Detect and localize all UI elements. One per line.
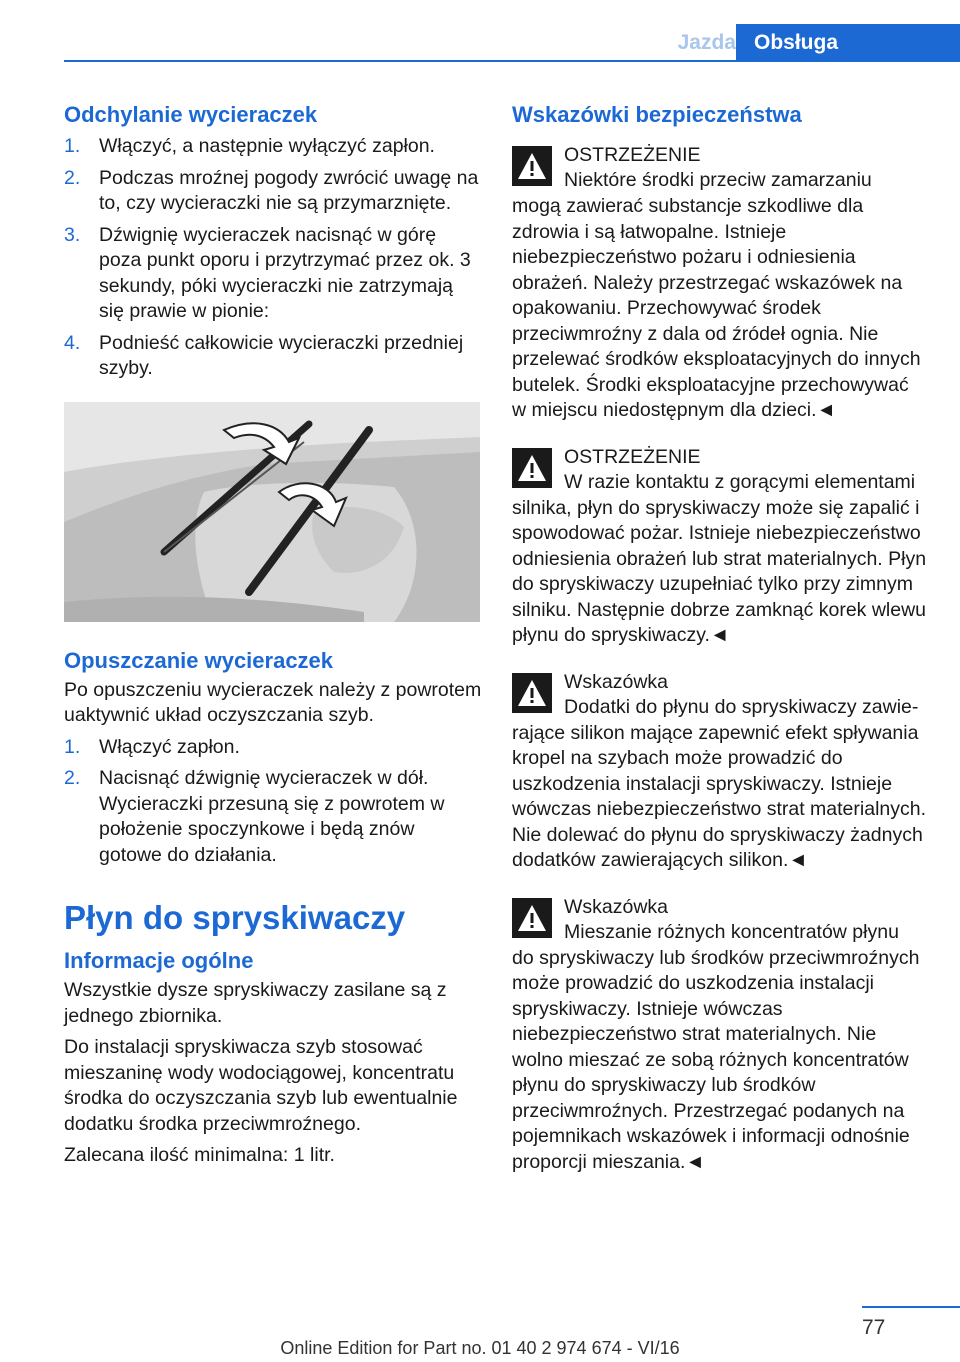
edition-footer: Online Edition for Part no. 01 40 2 974 674 - VI/16 — [280, 1338, 680, 1358]
warning-label: Wskazówka — [564, 895, 669, 918]
warning-text: mogą zawierać substancje szkodliwe dla zdrowia i są łatwopalne. Istnieje niebezpieczeństwo pożaru i odniesienia obrażeń. Należy przestrzegać wskazówek na opakowaniu. Przechowywać środek przeciwmroźny z dala od źródeł ognia. Nie przelewać środków eksploatacyjnych do innych butelek. Środki eksploatacyjne przechowywać w miejscu niedostępnym dla dzieci.◄ — [512, 195, 921, 421]
warning-lead: Dodatki do płynu do spryskiwaczy zawie‐ — [564, 695, 919, 718]
section-title-informacje: Informacje ogólne — [64, 948, 254, 973]
page-number-rule — [862, 1306, 960, 1308]
warning-label: Wskazówka — [564, 670, 669, 693]
warning-triangle-icon — [512, 673, 552, 713]
warning-text: silnika, płyn do spryskiwaczy może się zapalić i spowodować pożar. Istnieje niebezpieczeństwo odniesienia obrażeń lub strat materialnych. Płyn do spryskiwaczy uzupełniać tylko przy zimnym silniku. Następnie dobrze zamknąć korek wlewu płynu do spryskiwaczy.◄ — [512, 496, 927, 646]
warning-lead: Niektóre środki przeciw zamarzaniu — [564, 169, 872, 191]
section-title-odchylanie: Odchylanie wycieraczek — [64, 102, 318, 127]
warning-block — [512, 894, 928, 1176]
warning-label: OSTRZEŻENIE — [564, 445, 701, 468]
right-column — [512, 100, 928, 1195]
list-item: 2. Podczas mroźnej pogody zwrócić uwagę na to, czy wycieraczki nie są przymarznięte. — [64, 166, 479, 214]
warning-block — [512, 444, 928, 649]
odchylanie-steps — [64, 134, 482, 382]
list-item: 4. Podnieść całkowicie wycieraczki przedniej szyby. — [64, 331, 464, 379]
warning-triangle-icon — [512, 146, 552, 186]
warning-lead: W razie kontaktu z gorącymi elementami — [564, 470, 916, 493]
list-item: 1. Włączyć, a następnie wyłączyć zapłon. — [64, 135, 435, 157]
list-item: 1. Włączyć zapłon. — [64, 735, 240, 758]
warning-text: rające silikon mające zapewnić efekt spływania kropel na szybach może prowadzić do uszkodzenia instalacji spryskiwaczy. Istnieje wówczas niebezpieczeństwo strat materialnych. Nie dolewać do płynu do spryskiwaczy żadnych dodatków zawierających silikon.◄ — [512, 721, 927, 871]
list-item: 3. Dźwignię wycieraczek nacisnąć w górę poza punkt oporu i przytrzymać przez ok. 3 sekundy, póki wycieraczki nie zatrzymają się prawie w pionie: — [64, 223, 471, 322]
section-title-bezpieczenstwo: Wskazówki bezpieczeństwa — [512, 102, 802, 127]
section-title-opuszczanie: Opuszczanie wycieraczek — [64, 647, 334, 673]
list-item: 2. Nacisnąć dźwignię wycieraczek w dół. Wycieraczki przesuną się z powrotem w położenie spoczynkowe i będą znów gotowe do działania. — [64, 767, 445, 866]
paragraph: Wszystkie dysze spryskiwaczy zasilane są z jednego zbiornika. — [64, 979, 447, 1027]
chapter-title-plyn: Płyn do spryskiwaczy — [64, 899, 406, 936]
paragraph: Do instalacji spryskiwacza szyb stosować mieszaninę wody wodociągowej, koncentratu środka do oczyszczania szyb lub ewentualnie dodatku środka przeciwmroźnego. — [64, 1036, 458, 1135]
header-tab-jazda[interactable]: Jazda — [677, 31, 736, 54]
header-tab-obsluga[interactable]: Obsługa — [736, 24, 960, 62]
warning-label: OSTRZEŻENIE — [564, 144, 701, 166]
warning-text: do spryskiwaczy lub środków przeciwmroźnych może prowadzić do uszkodzenia instalacji spryskiwaczy. Istnieje wówczas niebezpieczeństwo strat materialnych. Nie wolno mieszać ze sobą różnych koncentratów płynu do spryskiwaczy lub środków przeciwmroźnych. Przestrzegać podanych na pojemnikach wskazówek i informacji odnośnie proporcji mieszania.◄ — [512, 946, 920, 1173]
wiper-illustration — [64, 402, 480, 622]
opuszczanie-intro: Po opuszczeniu wycieraczek należy z powrotem uaktywnić układ oczyszczania szyb. — [64, 678, 482, 726]
paragraph: Zalecana ilość minimalna: 1 litr. — [64, 1144, 335, 1166]
page-number: 77 — [862, 1316, 886, 1339]
opuszczanie-steps — [64, 735, 482, 869]
left-column — [64, 100, 482, 1175]
warning-block — [512, 142, 928, 424]
warning-lead: Mieszanie różnych koncentratów płynu — [564, 920, 899, 943]
windshield-wipers-image — [64, 402, 480, 622]
warning-block — [512, 669, 928, 874]
warning-triangle-icon — [512, 898, 552, 938]
warning-triangle-icon — [512, 448, 552, 488]
